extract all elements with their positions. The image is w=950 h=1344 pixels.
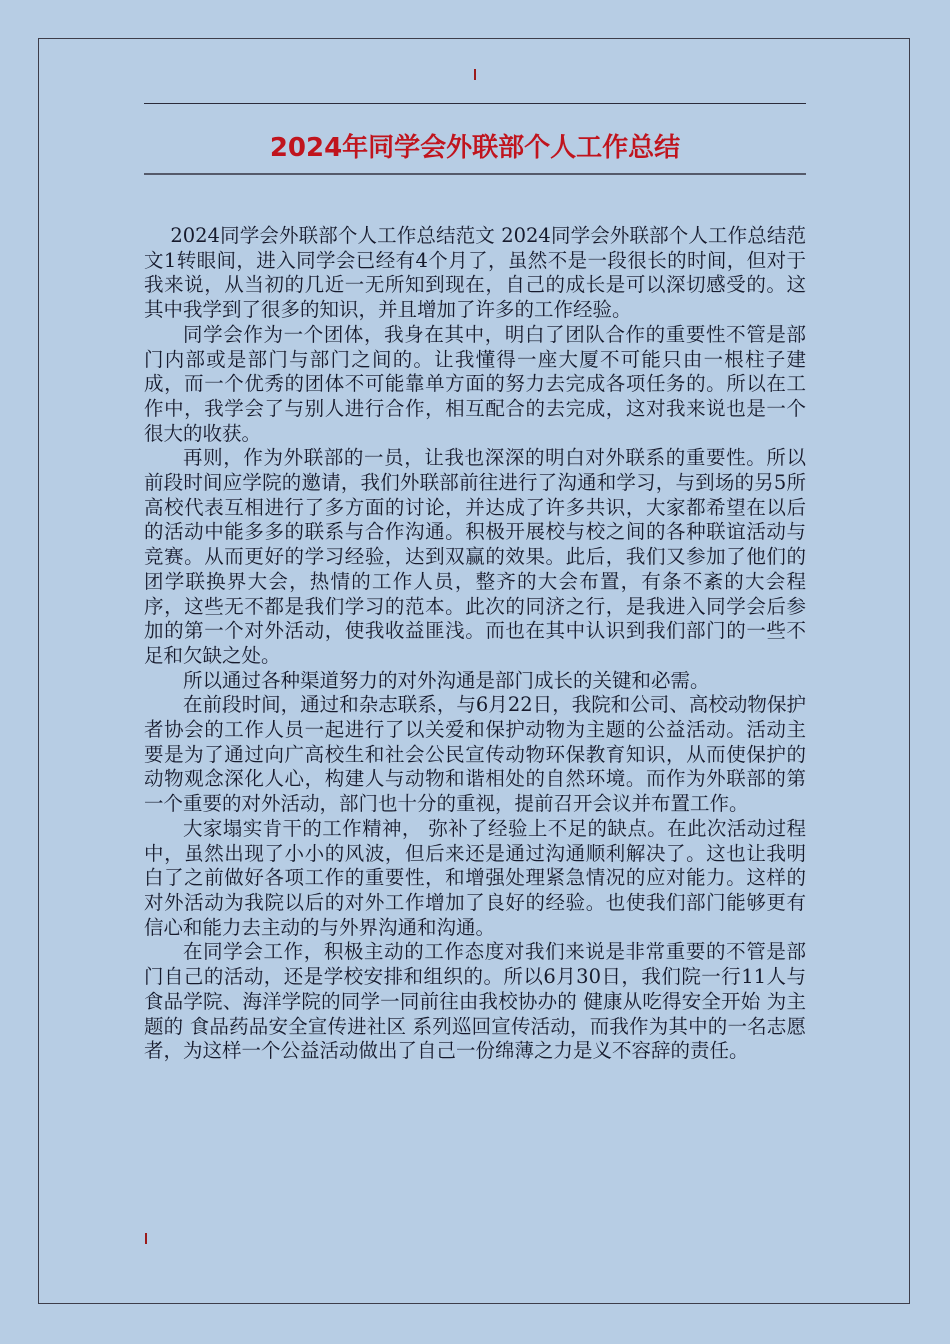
body-paragraph: 大家塌实肯干的工作精神， 弥补了经验上不足的缺点。在此次活动过程中，虽然出现了小小的风波，但后来还是通过沟通顺利解决了。这也让我明白了之前做好各项工作的重要性，和增强处理紧急情况的应对能力。这样的对外活动为我院以后的对外工作增加了良好的经验。也使我们部门能够更有信心和能力去主动的与外界沟通和沟通。: [144, 816, 806, 939]
document-title: 2024年同学会外联部个人工作总结: [269, 133, 681, 163]
page-marker-bottom: [145, 1233, 147, 1244]
body-paragraph: 同学会作为一个团体，我身在其中，明白了团队合作的重要性不管是部门内部或是部门与部门之间的。让我懂得一座大厦不可能只由一根柱子建成，而一个优秀的团体不可能靠单方面的努力去完成各项任务的。所以在工作中，我学会了与别人进行合作，相互配合的去完成，这对我来说也是一个很大的收获。: [144, 322, 806, 445]
body-paragraph: 再则，作为外联部的一员，让我也深深的明白对外联系的重要性。所以前段时间应学院的邀请，我们外联部前往进行了沟通和学习，与到场的另5所高校代表互相进行了多方面的讨论，并达成了许多共识，大家都希望在以后的活动中能多多的联系与合作沟通。积极开展校与校之间的各种联谊活动与竞赛。从而更好的学习经验，达到双赢的效果。此后，我们又参加了他们的团学联换界大会，热情的工作人员，整齐的大会布置，有条不紊的大会程序，这些无不都是我们学习的范本。此次的同济之行，是我进入同学会后参加的第一个对外活动，使我收益匪浅。而也在其中认识到我们部门的一些不足和欠缺之处。: [144, 446, 806, 667]
body-paragraph: 2024同学会外联部个人工作总结范文 2024同学会外联部个人工作总结范文1转眼间，进入同学会已经有4个月了，虽然不是一段很长的时间，但对于我来说，从当初的几近一无所知到现在，自己的成长是可以深切感受的。这其中我学到了很多的知识，并且增加了许多的工作经验。: [144, 224, 806, 322]
body-paragraph: 所以通过各种渠道努力的对外沟通是部门成长的关键和必需。: [183, 668, 710, 692]
document-body: [144, 224, 806, 1064]
body-paragraph: 在前段时间，通过和杂志联系，与6月22日，我院和公司、高校动物保护者协会的工作人员一起进行了以关爱和保护动物为主题的公益活动。活动主要是为了通过向广高校生和社会公民宣传动物环保教育知识，从而使保护的动物观念深化人心，构建人与动物和谐相处的自然环境。而作为外联部的第一个重要的对外活动，部门也十分的重视，提前召开会议并布置工作。: [144, 693, 806, 816]
title-underline: [144, 173, 806, 175]
body-paragraph: 在同学会工作，积极主动的工作态度对我们来说是非常重要的不管是部门自己的活动，还是学校安排和组织的。所以6月30日，我们院一行11人与食品学院、海洋学院的同学一同前往由我校协办的 健康从吃得安全开始 为主题的 食品药品安全宣传进社区 系列巡回宣传活动，而我作为其中的一名志愿者，为这样一个公益活动做出了自己一份绵薄之力是义不容辞的责任。: [144, 940, 806, 1063]
page-marker-top: [474, 69, 476, 80]
header-rule: [144, 103, 806, 104]
